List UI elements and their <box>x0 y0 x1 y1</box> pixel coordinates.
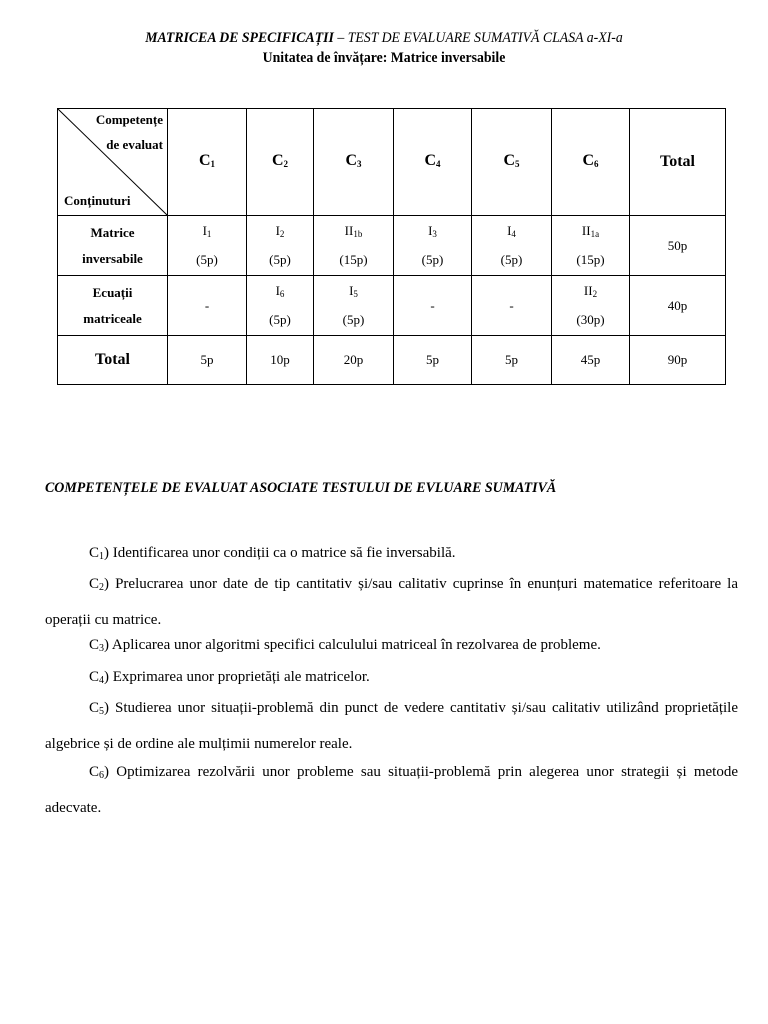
column-header-c1: $C_1$ <box>168 109 247 216</box>
corner-bottom-label: Conținuturi <box>64 193 131 208</box>
competence-c1: $C_1$) Identificarea unor condiții ca o matrice să fie inversabilă. <box>89 545 456 562</box>
table-cell: 5p <box>472 336 552 385</box>
table-cell: - <box>168 276 247 336</box>
column-header-c5: $C_5$ <box>472 109 552 216</box>
table-cell: $II_{1a}$ (15p) <box>552 216 630 276</box>
row-total: 50p <box>630 216 726 276</box>
competence-c3: $C_3$) Aplicarea unor algoritmi specifici calculului matriceal în rezolvarea de probleme. <box>89 637 601 654</box>
competence-c2: $C_2$) Prelucrarea unor date de tip cantitativ și/sau calitativ cuprinse în enunțuri matematice referitoare la operații cu matrice. <box>45 576 738 628</box>
column-header-c3: $C_3$ <box>314 109 394 216</box>
table-row <box>58 216 726 276</box>
table-cell: - <box>472 276 552 336</box>
competence-c5: $C_5$) Studierea unor situații-problemă din punct de vedere cantitativ și/sau calitativ utilizând proprietățile algebrice și de ordine ale mulțimii numerelor reale. <box>45 700 738 752</box>
title-rest: – TEST DE EVALUARE SUMATIVĂ CLASA a-XI-a <box>333 30 623 46</box>
table-header-row <box>58 109 726 216</box>
table-cell: 45p <box>552 336 630 385</box>
row-label: Ecuații matriceale <box>58 276 168 336</box>
competence-c4: $C_4$) Exprimarea unor proprietăți ale matricelor. <box>89 669 370 686</box>
grand-total: 90p <box>630 336 726 385</box>
unit-title: Unitatea de învățare: Matrice inversabile <box>262 50 506 66</box>
competence-c6: $C_6$) Optimizarea rezolvării unor probleme sau situații-problemă prin alegerea unor strategii și metode adecvate. <box>45 764 738 816</box>
table-cell: $I_6$ (5p) <box>247 276 314 336</box>
row-label: Matrice inversabile <box>58 216 168 276</box>
specification-matrix-table <box>57 108 726 385</box>
column-header-c4: $C_4$ <box>394 109 472 216</box>
table-row <box>58 276 726 336</box>
column-header-c2: $C_2$ <box>247 109 314 216</box>
table-cell: $I_3$ (5p) <box>394 216 472 276</box>
total-row-label: Total <box>58 336 168 385</box>
table-cell: - <box>394 276 472 336</box>
column-header-total: Total <box>630 109 726 216</box>
table-cell: $II_2$ (30p) <box>552 276 630 336</box>
table-cell: 20p <box>314 336 394 385</box>
corner-cell <box>58 109 168 216</box>
corner-top-label-2: de evaluat <box>106 137 163 152</box>
table-cell: $II_{1b}$ (15p) <box>314 216 394 276</box>
corner-top-label-1: Competențe <box>95 112 163 127</box>
row-total: 40p <box>630 276 726 336</box>
document-title <box>31 30 738 47</box>
table-cell: $I_1$ (5p) <box>168 216 247 276</box>
table-cell: 5p <box>168 336 247 385</box>
table-cell: $I_5$ (5p) <box>314 276 394 336</box>
table-cell: $I_2$ (5p) <box>247 216 314 276</box>
table-cell: $I_4$ (5p) <box>472 216 552 276</box>
table-cell: 10p <box>247 336 314 385</box>
table-total-row <box>58 336 726 385</box>
competences-title: COMPETENȚELE DE EVALUAT ASOCIATE TESTULUI DE EVLUARE SUMATIVĂ <box>45 480 557 496</box>
table-cell: 5p <box>394 336 472 385</box>
column-header-c6: $C_6$ <box>552 109 630 216</box>
title-bold: MATRICEA DE SPECIFICAȚII <box>145 30 334 46</box>
